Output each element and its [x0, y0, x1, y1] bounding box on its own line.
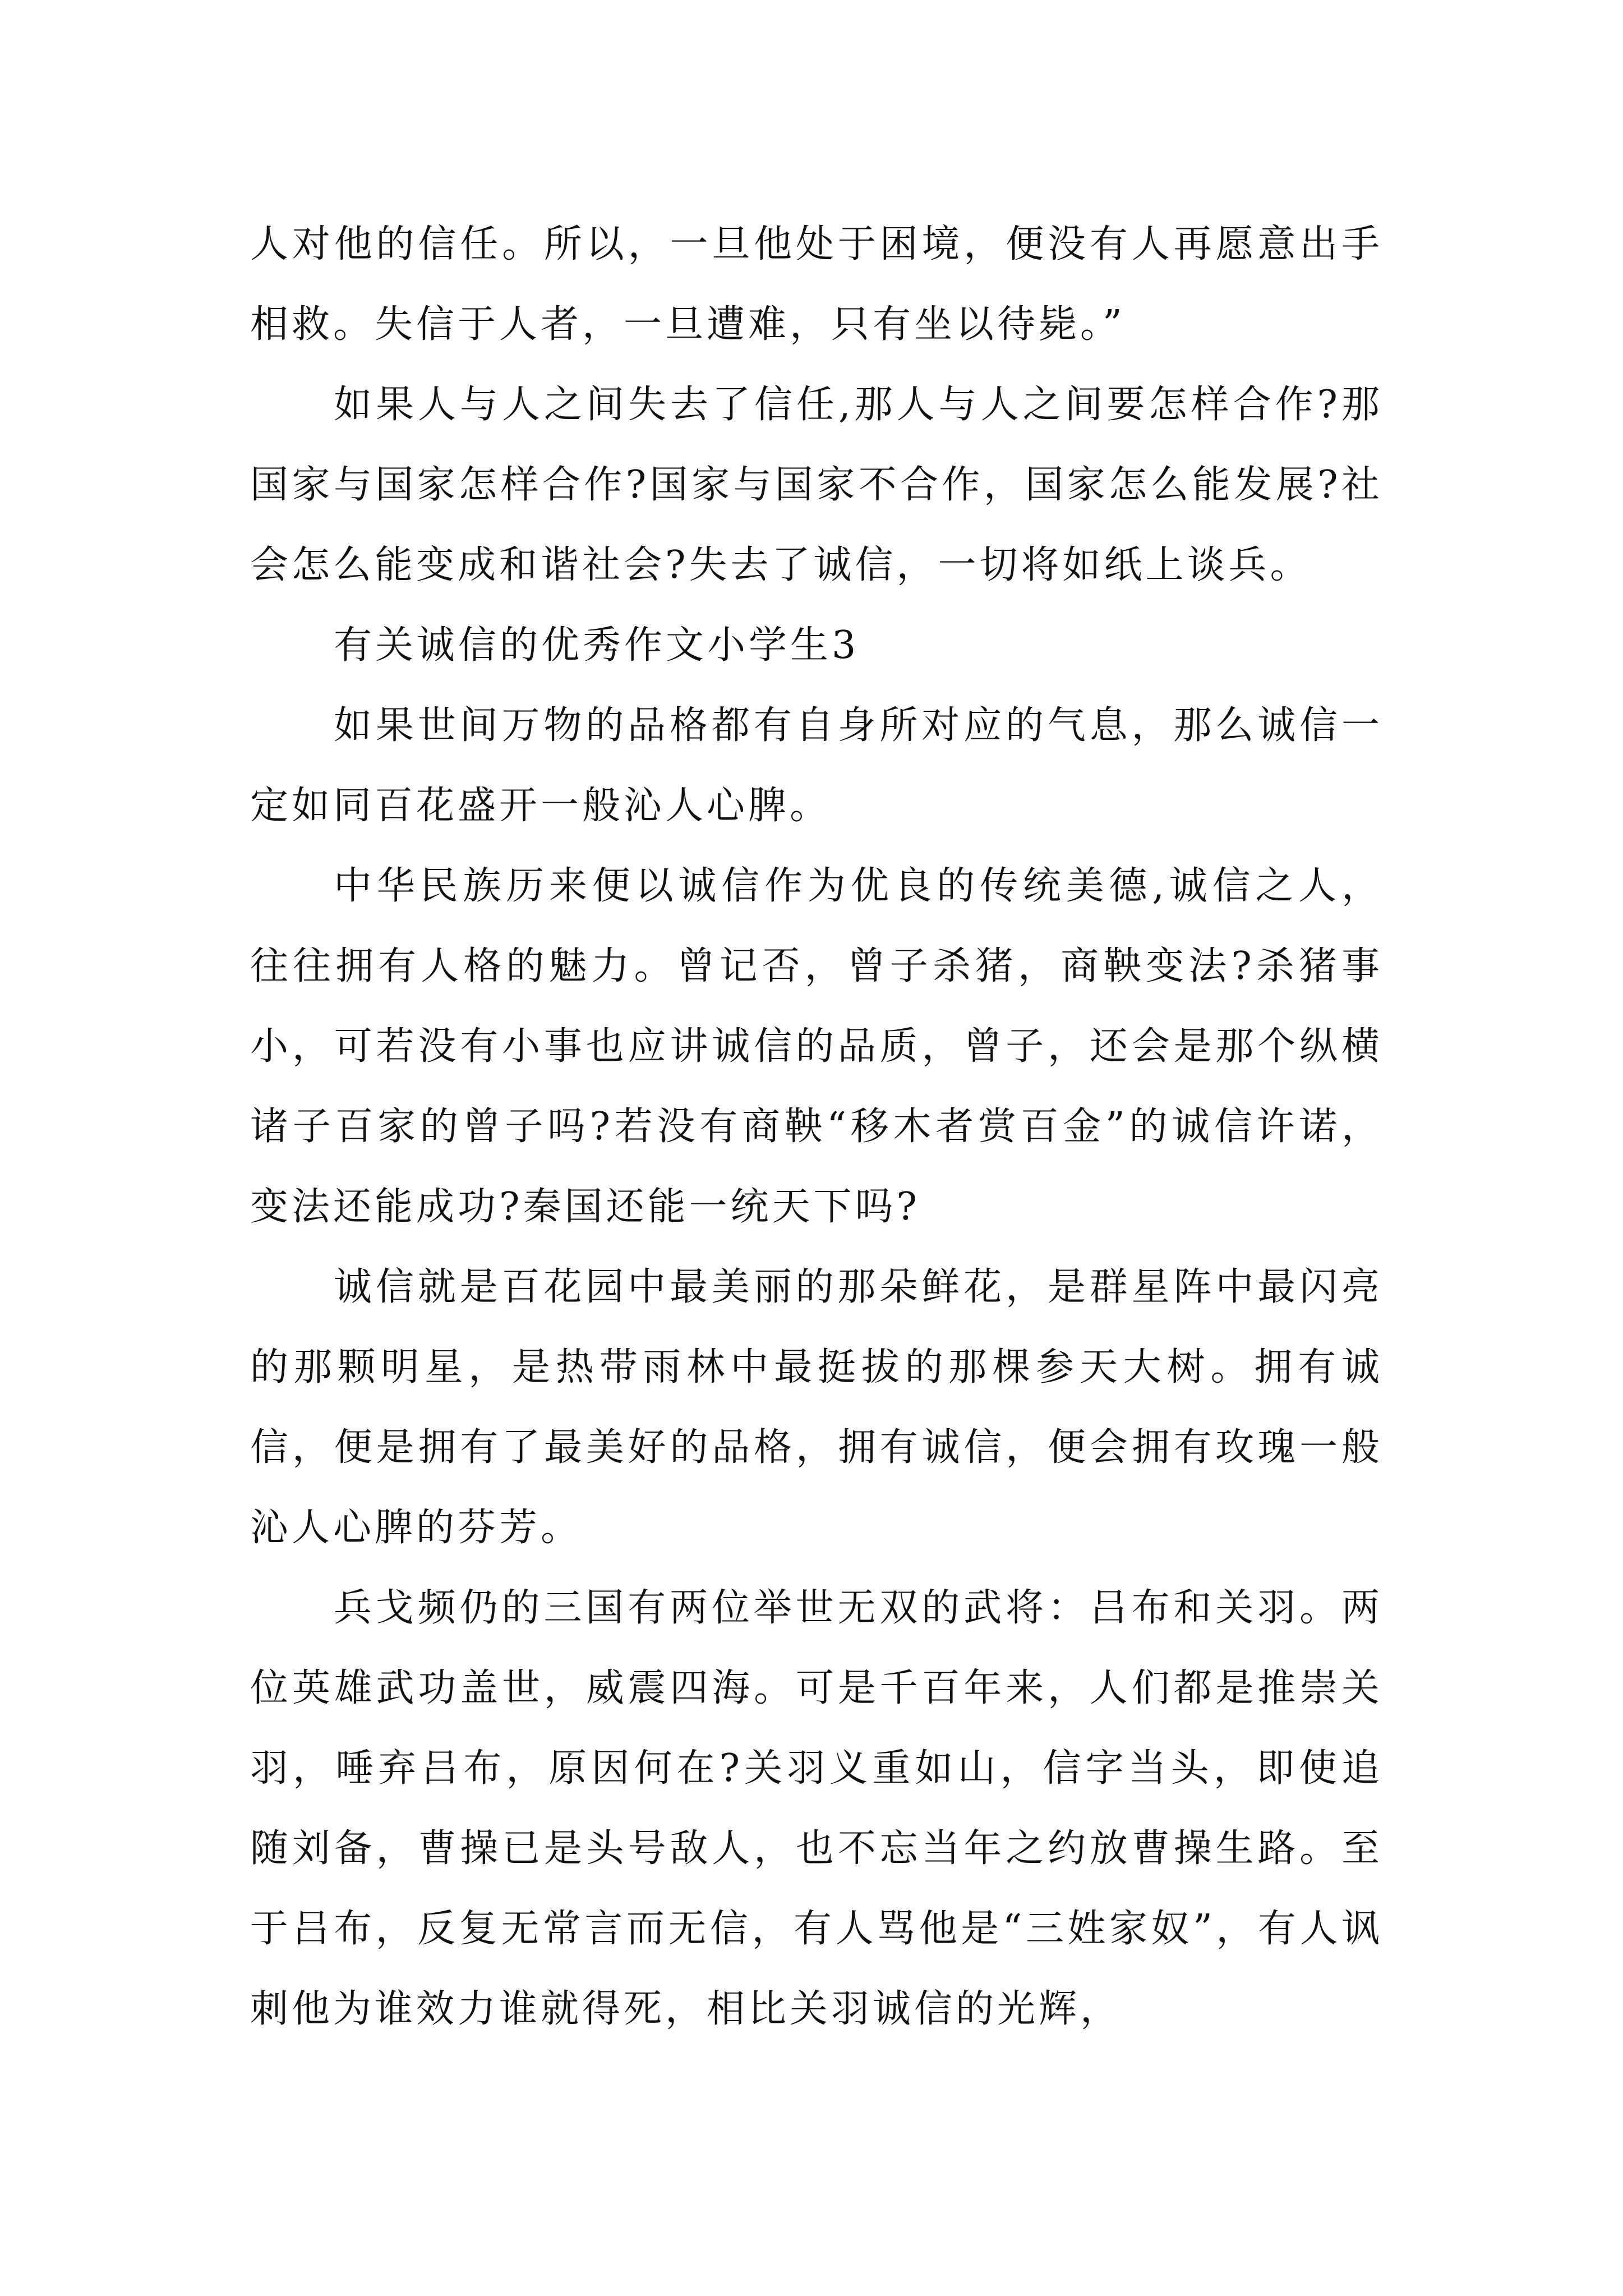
section-heading: 有关诚信的优秀作文小学生3: [334, 623, 860, 668]
paragraph-continuation: 人对他的信任。所以，一旦他处于困境，便没有人再愿意出手相救。失信于人者，一旦遭难，只有坐以待毙。”: [250, 222, 1383, 347]
paragraph: 如果人与人之间失去了信任,那人与人之间要怎样合作?那国家与国家怎样合作?国家与国家不合作，国家怎么能发展?社会怎么能变成和谐社会?失去了诚信，一切将如纸上谈兵。: [250, 383, 1383, 587]
paragraph: 兵戈频仍的三国有两位举世无双的武将：吕布和关羽。两位英雄武功盖世，威震四海。可是千百年来，人们都是推崇关羽，唾弃吕布，原因何在?关羽义重如山，信字当头，即使追随刘备，曹操已是头号敌人，也不忘当年之约放曹操生路。至于吕布，反复无常言而无信，有人骂他是“三姓家奴”，有人讽刺他为谁效力谁就得死，相比关羽诚信的光辉，: [250, 1586, 1383, 2031]
paragraph: 诚信就是百花园中最美丽的那朵鲜花，是群星阵中最闪亮的那颗明星，是热带雨林中最挺拔的那棵参天大树。拥有诚信，便是拥有了最美好的品格，拥有诚信，便会拥有玫瑰一般沁人心脾的芬芳。: [250, 1265, 1383, 1550]
document-body: [250, 204, 1383, 2049]
paragraph: 中华民族历来便以诚信作为优良的传统美德,诚信之人，往往拥有人格的魅力。曾记否，曾子杀猪，商鞅变法?杀猪事小，可若没有小事也应讲诚信的品质，曾子，还会是那个纵横诸子百家的曾子吗?若没有商鞅“移木者赏百金”的诚信许诺，变法还能成功?秦国还能一统天下吗?: [250, 864, 1383, 1229]
paragraph: 如果世间万物的品格都有自身所对应的气息，那么诚信一定如同百花盛开一般沁人心脾。: [250, 703, 1383, 828]
